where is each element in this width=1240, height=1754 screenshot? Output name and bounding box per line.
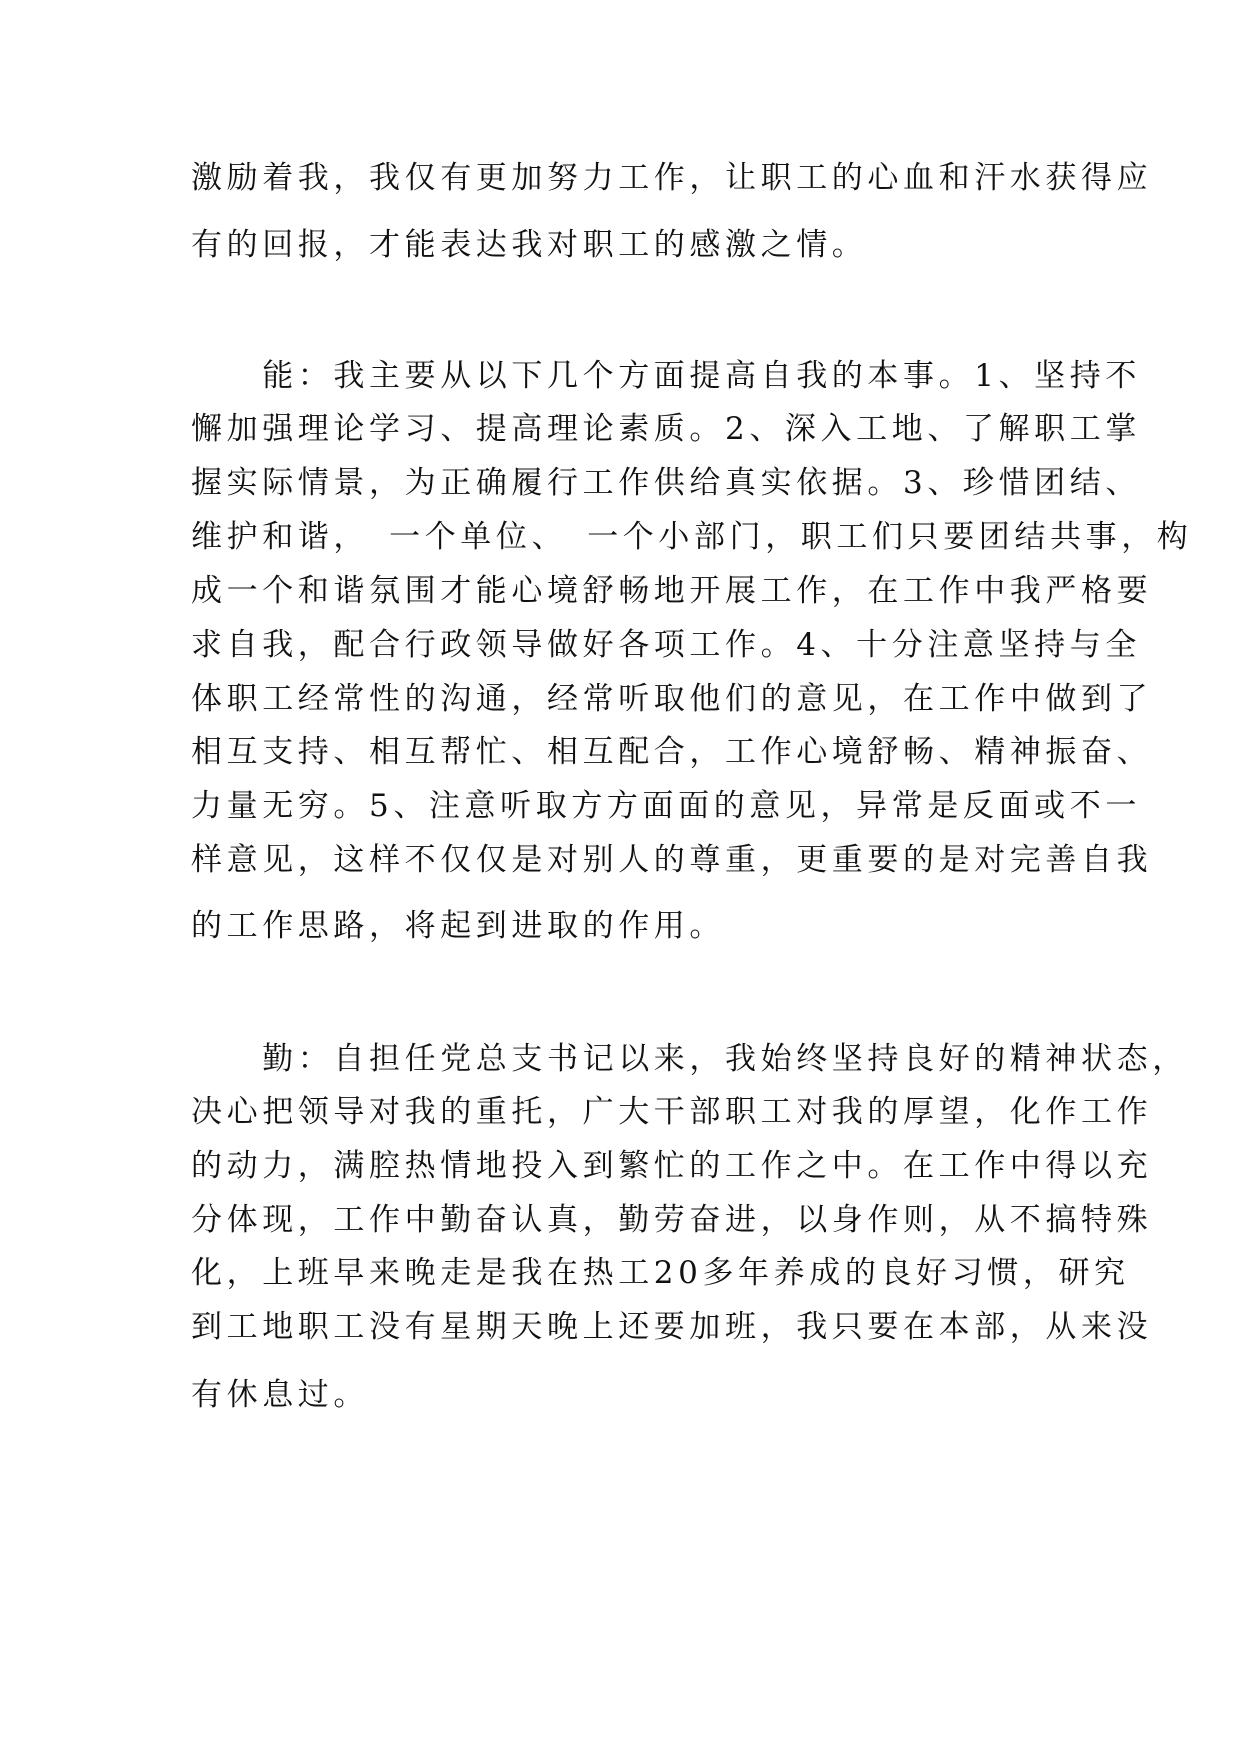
para2-line-4: 维护和谐， 一个单位、 一个小部门，职工们只要团结共事，构: [191, 519, 1193, 555]
para2-line-1: 能：我主要从以下几个方面提高自我的本事。1、坚持不: [191, 358, 1141, 394]
para3-line-6: 到工地职工没有星期天晚上还要加班，我只要在本部，从来没: [191, 1309, 1153, 1345]
para2-line-2: 懈加强理论学习、提高理论素质。2、深入工地、了解职工掌: [191, 411, 1141, 447]
para1-line-1: 激励着我，我仅有更加努力工作，让职工的心血和汗水获得应: [191, 160, 1153, 196]
para2-line-8: 相互支持、相互帮忙、相互配合，工作心境舒畅、精神振奋、: [191, 734, 1153, 770]
para2-line-7: 体职工经常性的沟通，经常听取他们的意见，在工作中做到了: [191, 681, 1153, 717]
para3-line-2: 决心把领导对我的重托，广大干部职工对我的厚望，化作工作: [191, 1094, 1153, 1130]
para2-line-9: 力量无穷。5、注意听取方方面面的意见，异常是反面或不一: [191, 788, 1141, 824]
para2-line-5: 成一个和谐氛围才能心境舒畅地开展工作，在工作中我严格要: [191, 573, 1153, 609]
para2-line-11: 的工作思路，将起到进取的作用。: [191, 908, 725, 944]
para3-line-1: 勤：自担任党总支书记以来，我始终坚持良好的精神状态，: [191, 1041, 1188, 1077]
para3-line-5: 化，上班早来晚走是我在热工20多年养成的良好习惯，研究: [191, 1255, 1130, 1291]
para2-line-10: 样意见，这样不仅仅是对别人的尊重，更重要的是对完善自我: [191, 842, 1153, 878]
para2-line-3: 握实际情景，为正确履行工作供给真实依据。3、珍惜团结、: [191, 465, 1141, 501]
para3-line-7: 有休息过。: [191, 1377, 369, 1413]
para1-line-2: 有的回报，才能表达我对职工的感激之情。: [191, 227, 868, 263]
para3-line-4: 分体现，工作中勤奋认真，勤劳奋进，以身作则，从不搞特殊: [191, 1202, 1153, 1238]
para2-line-6: 求自我，配合行政领导做好各项工作。4、十分注意坚持与全: [191, 627, 1141, 663]
para3-line-3: 的动力，满腔热情地投入到繁忙的工作之中。在工作中得以充: [191, 1148, 1153, 1184]
